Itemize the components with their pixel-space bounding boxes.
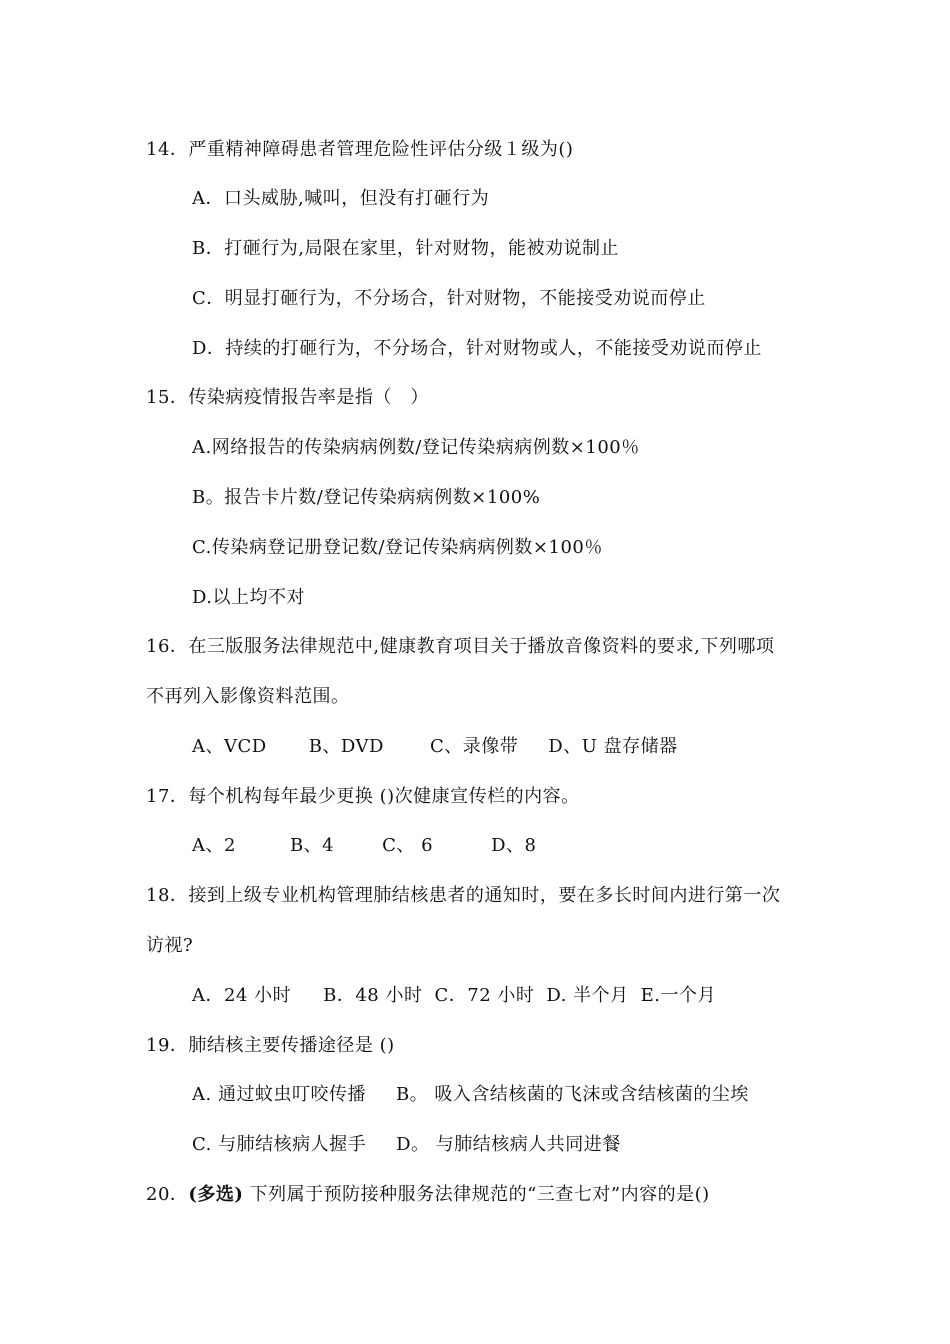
question-20-number: 20． [146,1184,189,1205]
question-14-option-d: D．持续的打砸行为，不分场合，针对财物或人，不能接受劝说而停止 [192,338,762,359]
question-15-option-a: A.网络报告的传染病病例数/登记传染病病例数×100％ [192,437,640,458]
question-18-option-b: B．48 小时 [323,985,423,1006]
question-18-option-c: C．72 小时 [434,985,535,1006]
question-19-option-b: B。 吸入含结核菌的飞沫或含结核菌的尘埃 [395,1084,749,1105]
question-17-option-a: A、2 [192,835,236,856]
question-18-stem: 18．接到上级专业机构管理肺结核患者的通知时，要在多长时间内进行第一次 [146,885,781,906]
question-19-options-row-2 [192,1133,621,1157]
question-17-option-d: D、8 [491,835,537,856]
question-19-option-c: C. 与肺结核病人握手 [192,1134,367,1155]
question-19-options-row-1 [192,1083,749,1107]
question-16-options-row [192,735,678,759]
question-19-option-d: D。 与肺结核病人共同进餐 [396,1134,621,1155]
question-16-option-c: C、录像带 [429,736,519,757]
question-20-multi-select-tag: (多选) [188,1184,244,1205]
question-20-text: 下列属于预防接种服务法律规范的“三查七对”内容的是() [243,1184,710,1205]
question-18-stem-continued: 访视? [146,935,194,956]
question-17-option-c: C、 6 [382,835,434,856]
question-16-option-b: B、DVD [308,736,384,757]
question-18-option-d: D. 半个月 [546,985,629,1006]
question-18-option-e: E.一个月 [640,985,716,1006]
question-15-option-d: D.以上均不对 [192,587,306,608]
question-15-option-c: C.传染病登记册登记数/登记传染病病例数×100％ [192,537,603,558]
question-16-option-d: D、U 盘存储器 [548,736,678,757]
question-14-option-c: C．明显打砸行为，不分场合，针对财物，不能接受劝说而停止 [192,288,706,309]
question-19-stem: 19．肺结核主要传播途径是 () [146,1035,395,1056]
question-14-option-b: B．打砸行为,局限在家里，针对财物，能被劝说制止 [192,238,619,259]
question-17-option-b: B、4 [289,835,335,856]
question-16-stem-continued: 不再列入影像资料范围。 [146,686,350,707]
question-14-option-a: A．口头威胁,喊叫，但没有打砸行为 [192,188,490,209]
question-19-option-a: A. 通过蚊虫叮咬传播 [192,1084,366,1105]
question-17-options-row [192,834,536,858]
question-20-stem [146,1183,710,1207]
question-18-option-a: A．24 小时 [192,985,292,1006]
question-15-stem: 15．传染病疫情报告率是指（ ） [146,387,429,408]
question-16-option-a: A、VCD [192,736,267,757]
question-15-option-b: B。报告卡片数/登记传染病病例数×100% [192,487,541,508]
question-14-stem: 14．严重精神障碍患者管理危险性评估分级１级为() [146,139,574,160]
question-17-stem: 17．每个机构每年最少更换 ()次健康宣传栏的内容。 [146,786,580,807]
question-16-stem: 16．在三版服务法律规范中,健康教育项目关于播放音像资料的要求,下列哪项 [146,636,775,657]
question-18-options-row [192,984,716,1008]
